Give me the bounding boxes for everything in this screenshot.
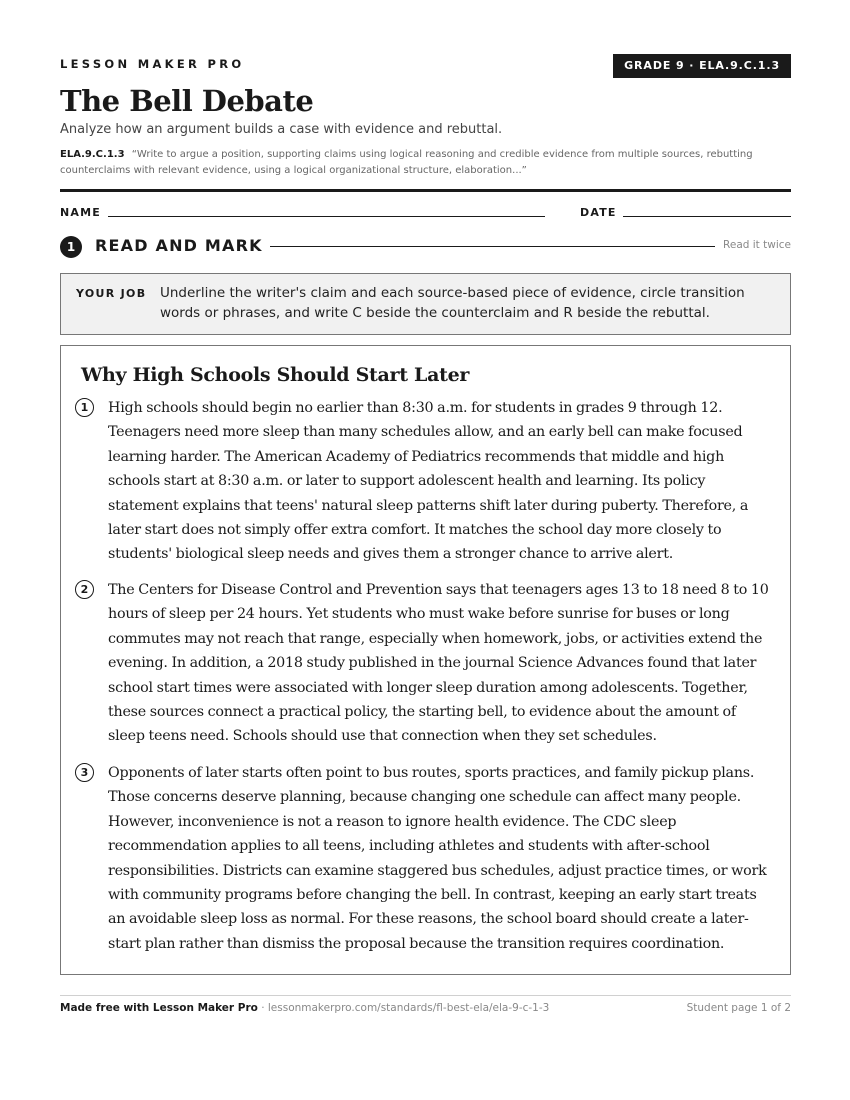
page-subtitle: Analyze how an argument builds a case with evidence and rebuttal. <box>60 122 503 137</box>
standard-text: “Write to argue a position, supporting claims using logical reasoning and credible evidence from multiple sources, rebutting counterclaims with relevant evidence, using a logical organizational structure, elaboration...” <box>60 149 753 176</box>
paragraph-number: 3 <box>75 763 94 782</box>
standard-code: ELA.9.C.1.3 <box>60 149 125 160</box>
paragraph-number: 2 <box>75 580 94 599</box>
instructions-text: Underline the writer's claim and each source-based piece of evidence, circle transition words or phrases, and write C beside the counterclaim and R beside the rebuttal. <box>160 285 745 321</box>
grade-badge: GRADE 9 · ELA.9.C.1.3 <box>613 54 791 78</box>
footer-made-with: Made free with Lesson Maker Pro <box>60 1002 258 1014</box>
instructions-label: YOUR JOB <box>76 287 147 300</box>
step-number-badge: 1 <box>60 236 82 258</box>
worksheet-page <box>60 0 791 1100</box>
paragraph-text: High schools should begin no earlier than 8:30 a.m. for students in grades 9 through 12. Teenagers need more sleep than many schedules allow, and an early bell can make focused learning harder. The American Academy of Pediatrics recommends that middle and high schools start at 8:30 a.m. or later to support adolescent health and learning. Its policy statement explains that teens' natural sleep patterns shift later during puberty. Therefore, a later start does not simply offer extra comfort. It matches the school day more closely to students' biological sleep needs and gives them a stronger chance to arrive alert. <box>108 400 749 563</box>
reading-passage <box>60 345 791 975</box>
standard-description <box>60 147 791 178</box>
name-field[interactable] <box>108 216 545 217</box>
footer-url[interactable]: lessonmakerpro.com/standards/fl-best-ela/ela-9-c-1-3 <box>267 1002 550 1014</box>
paragraph-text: The Centers for Disease Control and Prevention says that teenagers ages 13 to 18 need 8 to 10 hours of sleep per 24 hours. Yet students who must wake before sunrise for buses or long commutes may not reach that range, especially when homework, jobs, or activities extend the evening. In addition, a 2018 study published in the journal Science Advances found that later school start times were associated with longer sleep duration among adolescents. Together, these sources connect a practical policy, the starting bell, to evidence about the amount of sleep teens need. Schools should use that connection when they set schedules. <box>108 582 769 745</box>
name-label: NAME <box>60 206 101 219</box>
page-indicator: Student page 1 of 2 <box>686 1002 791 1014</box>
footer-credit <box>60 1002 549 1014</box>
date-label: DATE <box>580 206 617 219</box>
footer-separator: · <box>257 1002 268 1014</box>
section-title: READ AND MARK <box>95 236 263 255</box>
passage-title: Why High Schools Should Start Later <box>81 364 470 386</box>
footer-divider <box>60 995 791 996</box>
paragraph-number: 1 <box>75 398 94 417</box>
section-divider <box>270 246 715 247</box>
brand-name: LESSON MAKER PRO <box>60 57 245 71</box>
header-divider <box>60 189 791 192</box>
instructions-box <box>60 273 791 335</box>
paragraph-text: Opponents of later starts often point to bus routes, sports practices, and family pickup plans. Those concerns deserve planning, because changing one schedule can affect many people. However, inconvenience is not a reason to ignore health evidence. The CDC sleep recommendation applies to all teens, including athletes and students with after-school responsibilities. Districts can examine staggered bus schedules, adjust practice times, or work with community programs before changing the bell. In contrast, keeping an early start treats an avoidable sleep loss as normal. For these reasons, the school board should create a later-start plan rather than dismiss the proposal because the transition requires coordination. <box>108 765 767 952</box>
page-title: The Bell Debate <box>60 84 314 118</box>
section-hint: Read it twice <box>723 239 791 251</box>
date-field[interactable] <box>623 216 791 217</box>
